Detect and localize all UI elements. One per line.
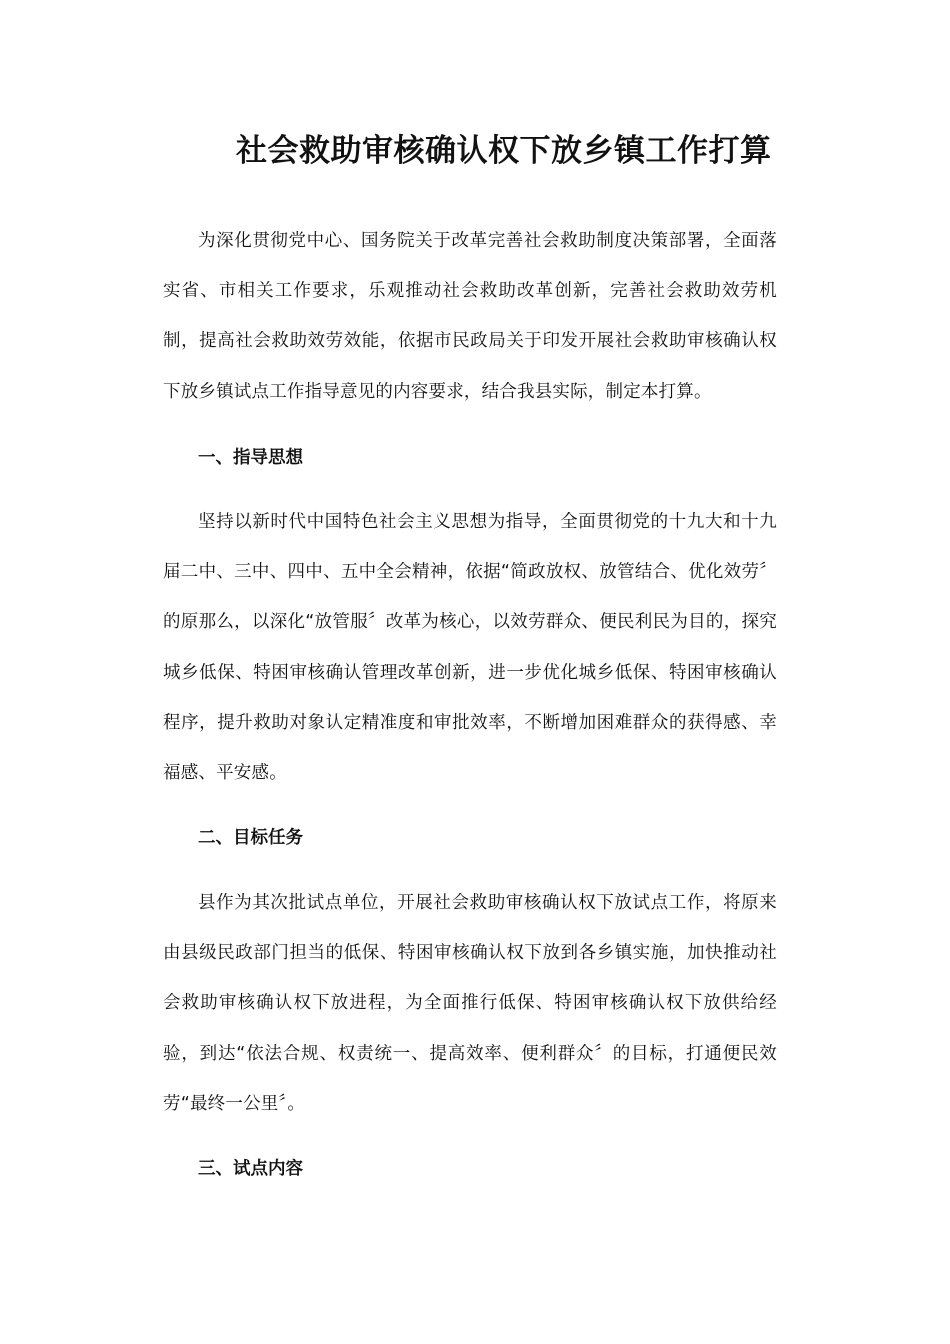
section-heading-guiding-ideology: 一、指导思想 [198, 448, 303, 468]
document-title: 社会救助审核确认权下放乡镇工作打算 [236, 133, 772, 169]
section-body-guiding-ideology: 坚持以新时代中国特色社会主义思想为指导，全面贯彻党的十九大和十九届二中、三中、四中、五中全会精神，依据“简政放权、放管结合、优化效劳〞的原那么，以深化“放管服〞改革为核心，以效劳群众、便民利民为目的，探究城乡低保、特困审核确认管理改革创新，进一步优化城乡低保、特困审核确认程序，提升救助对象认定精准度和审批效率，不断增加困难群众的获得感、幸福感、平安感。 [163, 512, 777, 784]
intro-paragraph: 为深化贯彻党中心、国务院关于改革完善社会救助制度决策部署，全面落实省、市相关工作要求，乐观推动社会救助改革创新，完善社会救助效劳机制，提高社会救助效劳效能，依据市民政局关于印发开展社会救助审核确认权下放乡镇试点工作指导意见的内容要求，结合我县实际，制定本打算。 [163, 231, 777, 402]
section-body-objectives: 县作为其次批试点单位，开展社会救助审核确认权下放试点工作，将原来由县级民政部门担当的低保、特困审核确认权下放到各乡镇实施，加快推动社会救助审核确认权下放进程，为全面推行低保、特困审核确认权下放供给经验，到达“依法合规、权责统一、提高效率、便利群众〞的目标，打通便民效劳“最终一公里〞。 [163, 893, 777, 1114]
section-heading-pilot-content: 三、试点内容 [198, 1159, 303, 1179]
section-heading-objectives: 二、目标任务 [198, 828, 303, 848]
